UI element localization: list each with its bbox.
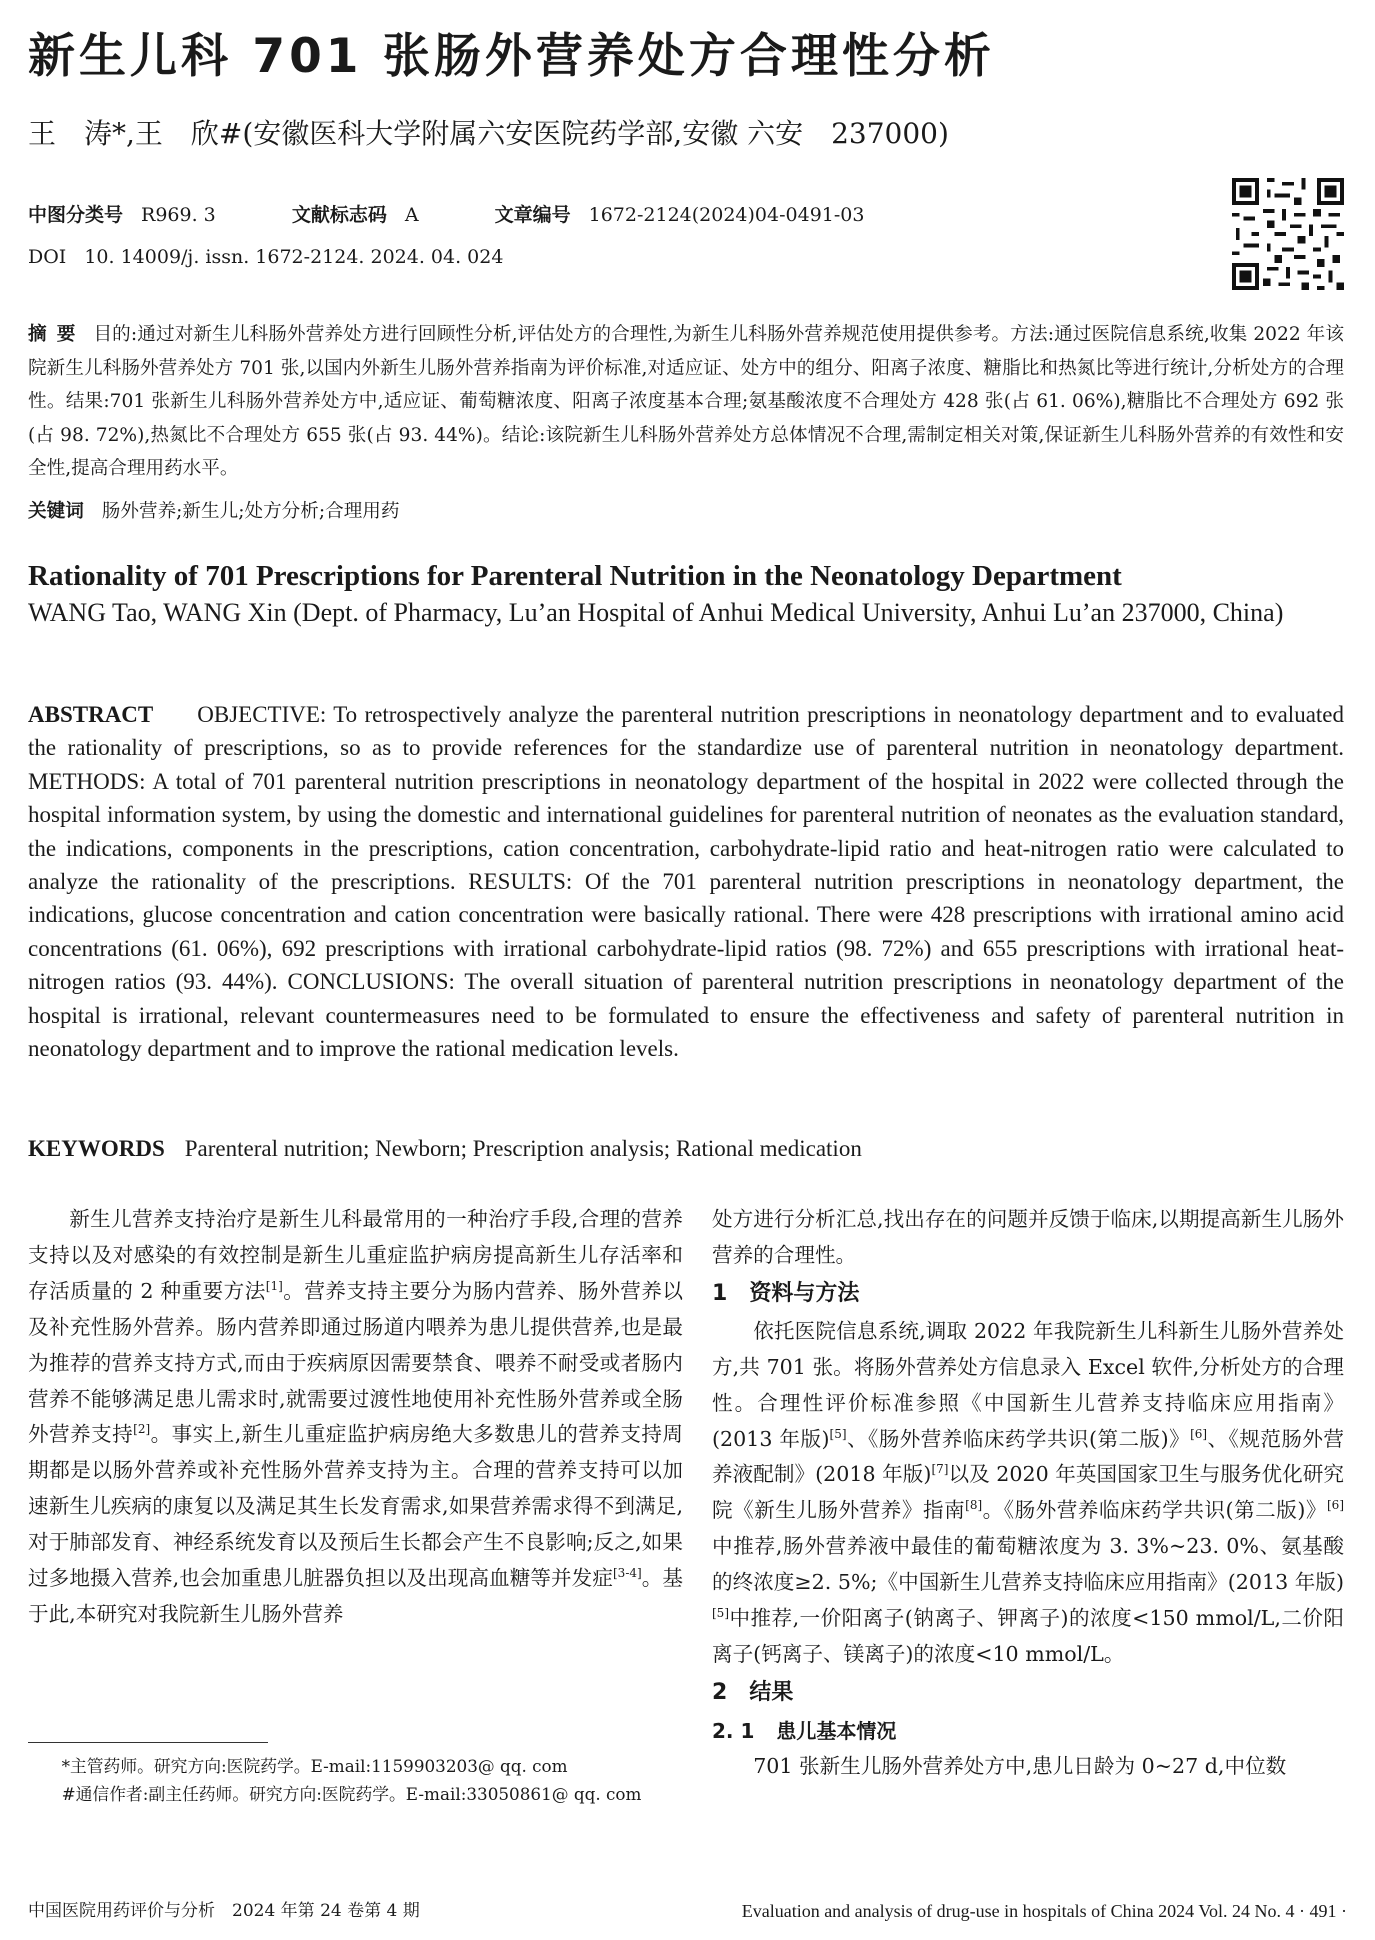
body-text: 中推荐,一价阳离子(钠离子、钾离子)的浓度<150 mmol/L,二价阳离子(钙离子、镁离子)的浓度<10 mmol/L。 — [712, 1606, 1344, 1666]
abstract-cn — [28, 318, 1344, 486]
keywords-cn-text: 肠外营养;新生儿;处方分析;合理用药 — [101, 501, 400, 522]
body-text: 、《肠外营养临床药学共识(第二版)》 — [846, 1426, 1191, 1451]
authors-en: WANG Tao, WANG Xin (Dept. of Pharmacy, Lu’an Hospital of Anhui Medical University, Anhui Lu’an 237000, China) — [28, 598, 1284, 627]
keywords-cn-label: 关键词 — [28, 501, 84, 522]
article-no-value: 1672-2124(2024)04-0491-03 — [588, 204, 865, 226]
abstract-en-label: ABSTRACT — [28, 702, 154, 727]
citation-ref: [7] — [931, 1462, 949, 1477]
article-no-label: 文章编号 — [494, 204, 571, 226]
footnote-divider — [28, 1742, 268, 1743]
body-paragraph: 701 张新生儿肠外营养处方中,患儿日龄为 0~27 d,中位数 — [753, 1753, 1287, 1778]
section-number: 2 — [712, 1679, 728, 1705]
body-column-right — [712, 1202, 1344, 1785]
body-text: 。《肠外营养临床药学共识(第二版)》 — [982, 1498, 1327, 1523]
citation-ref: [5] — [712, 1606, 729, 1621]
footnote-corresponding: #通信作者:副主任药师。研究方向:医院药学。E-mail:33050861@ qq. com — [61, 1784, 642, 1804]
body-text: 、《规范肠外营养液配制》(2018 年版) — [712, 1426, 1345, 1487]
citation-ref: [2] — [133, 1422, 151, 1437]
authors-cn: 王 涛*,王 欣#(安徽医科大学附属六安医院药学部,安徽 六安 237000) — [28, 117, 949, 150]
citation-ref: [5] — [829, 1426, 847, 1441]
body-text: 。营养支持主要分为肠内营养、肠外营养以及补充性肠外营养。肠内营养即通过肠道内喂养为患儿提供营养,也是最为推荐的营养支持方式,而由于疾病原因需要禁食、喂养不耐受或者肠内营养不能够满足患儿需求时,就需要过渡性地使用补充性肠外营养或全肠外营养支持 — [28, 1278, 683, 1447]
keywords-en-text: Parenteral nutrition; Newborn; Prescription analysis; Rational medication — [184, 1136, 862, 1161]
body-paragraph: 处方进行分析汇总,找出存在的问题并反馈于临床,以期提高新生儿肠外营养的合理性。 — [712, 1207, 1344, 1267]
doc-code-label: 文献标志码 — [291, 204, 387, 226]
citation-ref: [3-4] — [613, 1566, 642, 1581]
body-column-left — [28, 1202, 683, 1633]
doi-label: DOI — [28, 246, 67, 268]
abstract-cn-label: 摘要 — [28, 324, 86, 345]
body-text: 。基于此,本研究对我院新生儿肠外营养 — [28, 1566, 684, 1626]
footnote-author: *主管药师。研究方向:医院药学。E-mail:1159903203@ qq. com — [61, 1756, 568, 1776]
section-title: 资料与方法 — [749, 1280, 860, 1306]
article-meta-line — [28, 200, 864, 230]
doi-line — [28, 242, 503, 272]
abstract-cn-text: 目的:通过对新生儿科肠外营养处方进行回顾性分析,评估处方的合理性,为新生儿科肠外营养规范使用提供参考。方法:通过医院信息系统,收集 2022 年该院新生儿科肠外营养处方 701 张,以国内外新生儿肠外营养指南为评价标准,对适应证、处方中的组分、阳离子浓度、糖脂比和热氮比等进行统计,分析处方的合理性。结果:701 张新生儿科肠外营养处方中,适应证、葡萄糖浓度、阳离子浓度基本合理;氨基酸浓度不合理处方 428 张(占 61. 06%),糖脂比不合理处方 692 张(占 98. 72%),热氮比不合理处方 655 张(占 93. 44%)。结论:该院新生儿科肠外营养处方总体情况不合理,需制定相关对策,保证新生儿科肠外营养的有效性和安全性,提高合理用药水平。 — [28, 324, 1344, 480]
keywords-en-label: KEYWORDS — [28, 1136, 165, 1161]
running-footer-en: Evaluation and analysis of drug-use in hospitals of China 2024 Vol. 24 No. 4 · 491 · — [741, 1901, 1347, 1921]
clc-value: R969. 3 — [141, 204, 216, 226]
qr-code-icon — [1232, 178, 1344, 290]
citation-ref: [6] — [1327, 1498, 1344, 1513]
body-text: 依托医院信息系统,调取 2022 年我院新生儿科新生儿肠外营养处方,共 701 张。将肠外营养处方信息录入 Excel 软件,分析处方的合理性。合理性评价标准参照《中国新生儿营养支持临床应用指南》(2013 年版) — [712, 1318, 1344, 1451]
subsection-heading — [712, 1713, 1344, 1749]
clc-label: 中图分类号 — [28, 204, 124, 226]
body-paragraph — [28, 1202, 683, 1633]
abstract-en-text: OBJECTIVE: To retrospectively analyze the parenteral nutrition prescriptions in neonatology department and to evaluated the rationality of prescriptions, so as to provide references for the standardize use of parenteral nutrition in neonatology department. METHODS: A total of 701 parenteral nutrition prescriptions in neonatology department of the hospital in 2022 were collected through the hospital information system, by using the domestic and international guidelines for parenteral nutrition of neonates as the evaluation standard, the indications, components in the prescriptions, cation concentration, carbohydrate-lipid ratio and heat-nitrogen ratio were calculated to analyze the rationality of the prescriptions. RESULTS: Of the 701 parenteral nutrition prescriptions in neonatology department, the indications, glucose concentration and cation concentration were basically rational. There were 428 prescriptions with irrational amino acid concentrations (61. 06%), 692 prescriptions with irrational carbohydrate-lipid ratios (98. 72%) and 655 prescriptions with irrational heat-nitrogen ratios (93. 44%). CONCLUSIONS: The overall situation of parenteral nutrition prescriptions in neonatology department of the hospital is irrational, relevant countermeasures need to be formulated to ensure the effectiveness and safety of parenteral nutrition in neonatology department and to improve the rational medication levels. — [28, 702, 1344, 1062]
citation-ref: [6] — [1190, 1426, 1208, 1441]
subsection-title: 患儿基本情况 — [776, 1718, 897, 1743]
running-footer-cn: 中国医院用药评价与分析 2024 年第 24 卷第 4 期 — [28, 1901, 420, 1921]
section-title: 结果 — [749, 1679, 794, 1705]
article-title-en: Rationality of 701 Prescriptions for Parenteral Nutrition in the Neonatology Department — [28, 560, 1122, 592]
keywords-cn — [28, 496, 400, 528]
doi-value: 10. 14009/j. issn. 1672-2124. 2024. 04. 024 — [84, 246, 504, 268]
citation-ref: [1] — [265, 1278, 283, 1293]
keywords-en — [28, 1132, 862, 1166]
section-number: 1 — [712, 1280, 728, 1306]
body-text: 新生儿营养支持治疗是新生儿科最常用的一种治疗手段,合理的营养支持以及对感染的有效控制是新生儿重症监护病房提高新生儿存活率和存活质量的 2 种重要方法 — [28, 1207, 683, 1303]
abstract-en — [28, 698, 1344, 1065]
section-heading — [712, 1673, 1344, 1713]
section-heading — [712, 1274, 1344, 1314]
body-text: 。事实上,新生儿重症监护病房绝大多数患儿的营养支持周期都是以肠外营养或补充性肠外营养支持为主。合理的营养支持可以加速新生儿疾病的康复以及满足其生长发育需求,如果营养需求得不到满足,对于肺部发育、神经系统发育以及预后生长都会产生不良影响;反之,如果过多地摄入营养,也会加重患儿脏器负担以及出现高血糖等并发症 — [28, 1422, 683, 1591]
body-text: 以及 2020 年英国国家卫生与服务优化研究院《新生儿肠外营养》指南 — [712, 1462, 1344, 1523]
doc-code-value: A — [404, 204, 419, 226]
citation-ref: [8] — [965, 1498, 983, 1513]
body-paragraph — [712, 1314, 1344, 1673]
subsection-number: 2. 1 — [712, 1718, 755, 1743]
article-title-cn: 新生儿科 701 张肠外营养处方合理性分析 — [28, 29, 995, 84]
body-text: 中推荐,肠外营养液中最佳的葡萄糖浓度为 3. 3%~23. 0%、氨基酸的终浓度≥2. 5%;《中国新生儿营养支持临床应用指南》(2013 年版) — [712, 1534, 1344, 1595]
footnotes — [28, 1752, 658, 1808]
